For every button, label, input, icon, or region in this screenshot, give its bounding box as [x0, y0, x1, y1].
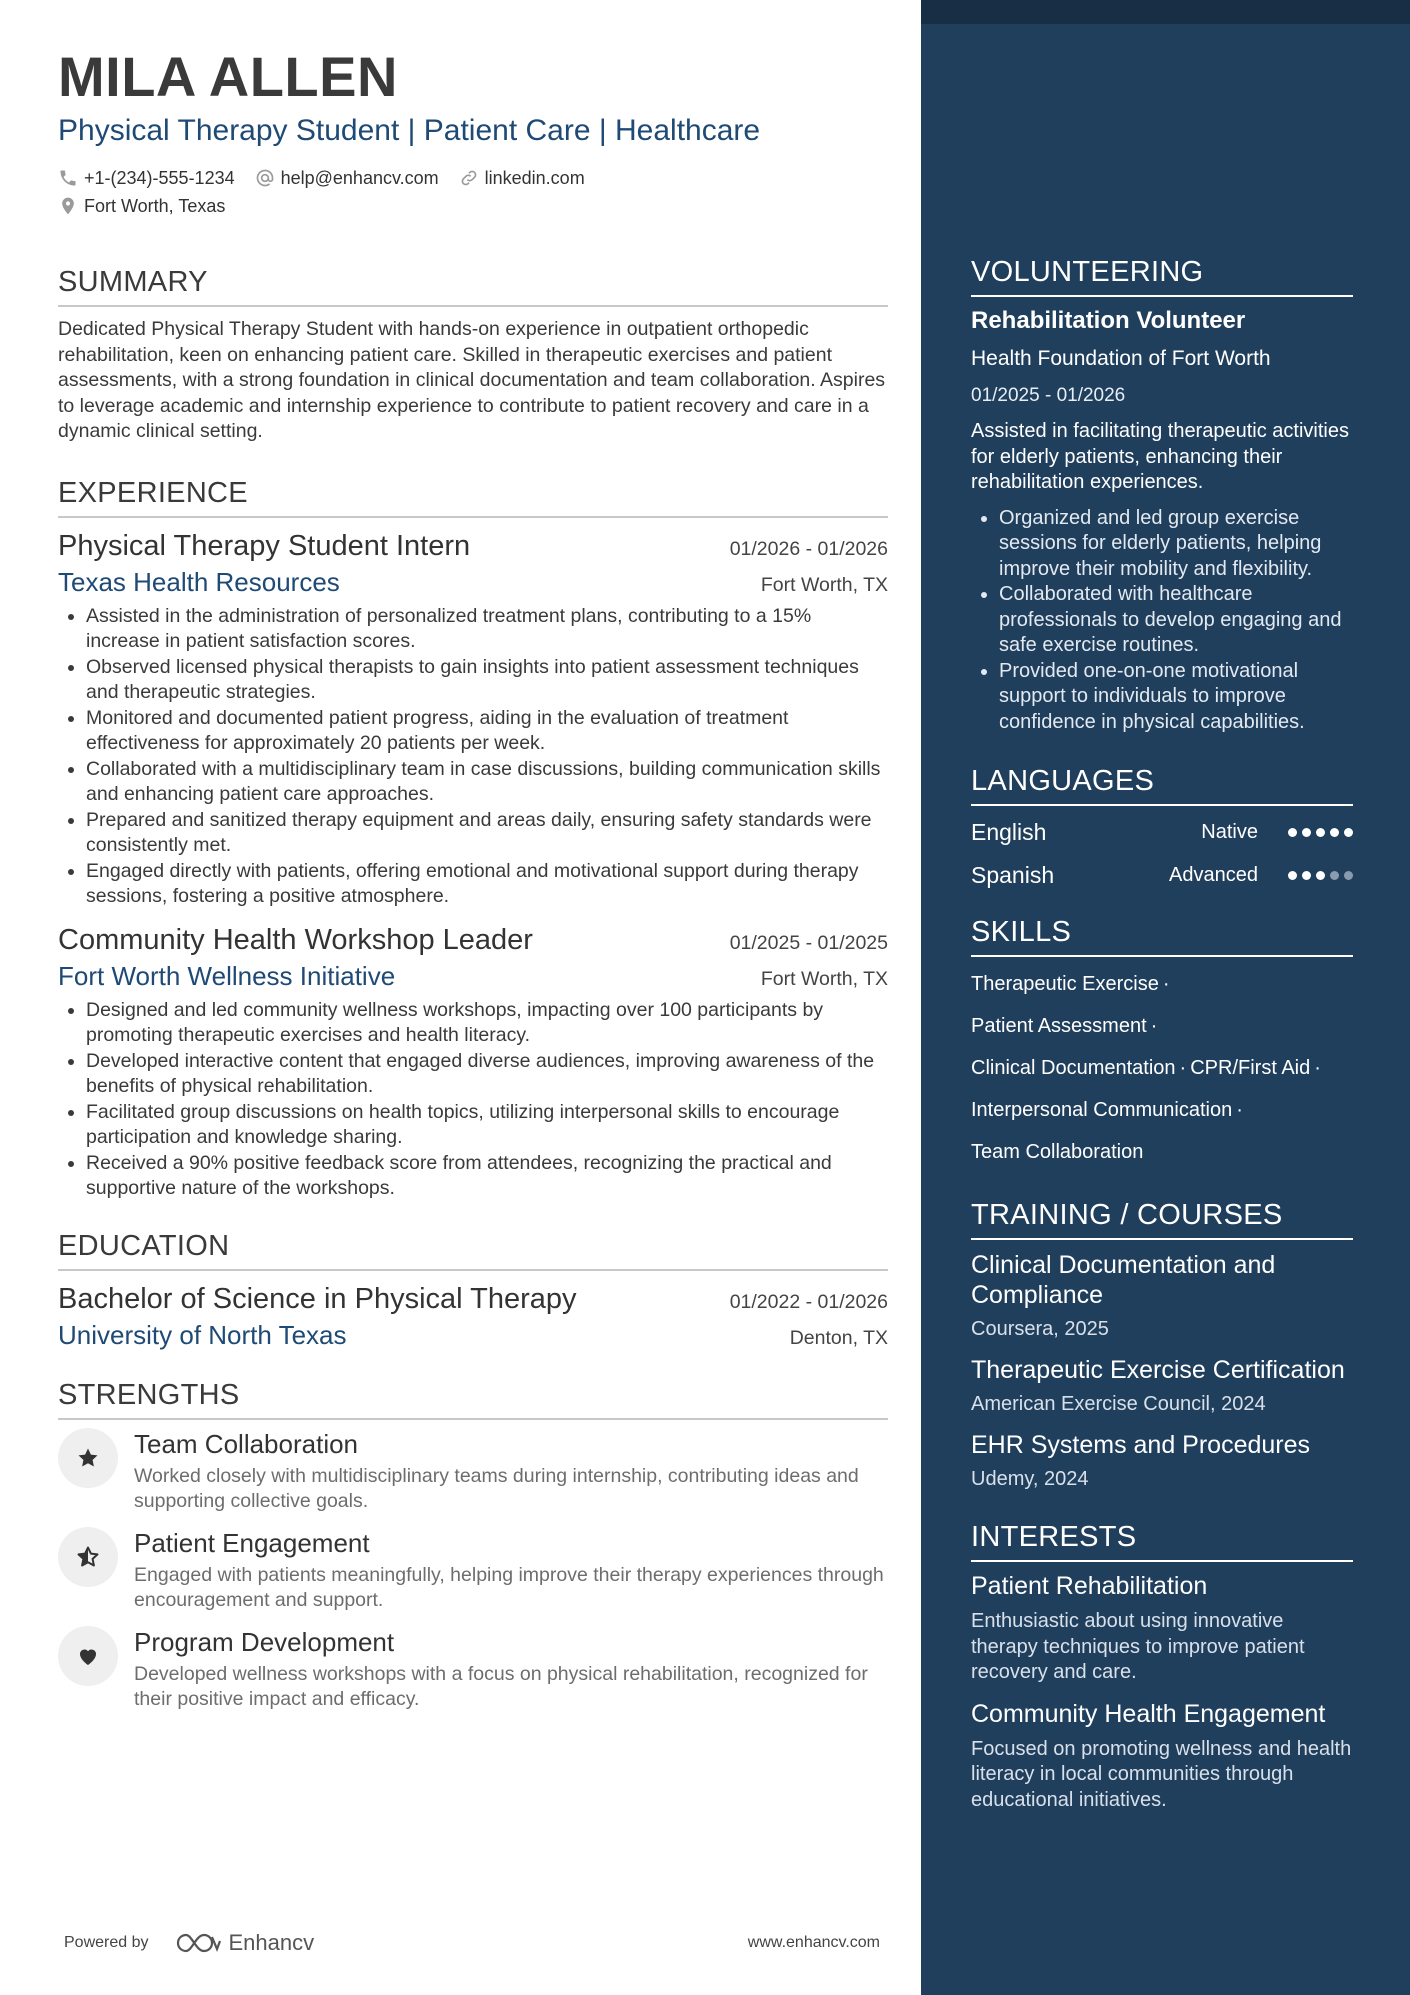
- sidebar-top-band: [921, 0, 1410, 24]
- headline: Physical Therapy Student | Patient Care | Healthcare: [58, 114, 761, 147]
- skill-item: Team Collaboration: [971, 1141, 1144, 1163]
- phone[interactable]: [58, 164, 235, 192]
- course-title: Clinical Documentation and Compliance: [971, 1251, 1276, 1309]
- interest-title: Patient Rehabilitation: [971, 1572, 1208, 1600]
- summary-section: [58, 266, 888, 445]
- volunteering-section: [971, 256, 1353, 735]
- volunteer-bullet: • Organized and led group exercise sessions for elderly patients, helping improve their mobility and flexibility.: [999, 506, 1353, 583]
- skill-item: Interpersonal Communication: [971, 1099, 1233, 1121]
- rating-dot-filled: [1316, 828, 1325, 837]
- main-column: [58, 44, 888, 1713]
- rating-dot-filled: [1288, 828, 1297, 837]
- enhancv-logo[interactable]: [175, 1930, 315, 1956]
- language-item: [971, 816, 1353, 849]
- skills-list: [971, 963, 1353, 1173]
- rating-dot-filled: [1344, 828, 1353, 837]
- sidebar-content: [971, 256, 1353, 1813]
- language-name: Spanish: [971, 862, 1055, 888]
- volunteer-bullets: [971, 506, 1353, 736]
- job-bullet: • Assisted in the administration of personalized treatment plans, contributing to a 15% increase in patient satisfaction scores.: [86, 604, 888, 655]
- skills-title: SKILLS: [971, 916, 1353, 957]
- job-location: Fort Worth, TX: [760, 573, 888, 596]
- rating-dot-empty: [1330, 871, 1339, 880]
- linkedin-text: linkedin.com: [484, 168, 585, 188]
- skills-row: [971, 963, 1353, 1005]
- volunteer-date: 01/2025 - 01/2026: [971, 385, 1126, 406]
- star-icon: [58, 1428, 118, 1488]
- skills-row: [971, 1005, 1353, 1047]
- footer: [64, 1930, 880, 1956]
- contact-info: [58, 164, 888, 220]
- skill-separator: ·: [1314, 1057, 1321, 1079]
- language-rating: [1288, 871, 1353, 880]
- language-name: English: [971, 819, 1047, 845]
- job-entry: [58, 530, 888, 910]
- education-date: 01/2022 - 01/2026: [729, 1290, 888, 1313]
- footer-url[interactable]: www.enhancv.com: [747, 1934, 880, 1951]
- job-bullets: [58, 604, 888, 910]
- skills-row: [971, 1047, 1353, 1089]
- summary-text: Dedicated Physical Therapy Student with hands-on experience in outpatient orthopedic rehabilitation, keen on enhancing patient care. Skilled in therapeutic exercises and patient assessments, with a strong foundation in clinical documentation and team collaboration. Aspires to leverage academic and internship experience to contribute to patient recovery and care in a dynamic clinical setting.: [58, 318, 886, 442]
- strength-item: [58, 1626, 888, 1713]
- experience-section: [58, 477, 888, 1202]
- enhancv-logo-icon: [175, 1931, 221, 1955]
- skill-separator: ·: [1162, 973, 1170, 995]
- job-location: Fort Worth, TX: [760, 967, 888, 990]
- strength-item: [58, 1428, 888, 1515]
- job-bullet: • Facilitated group discussions on health topics, utilizing interpersonal skills to encourage participation and knowledge sharing.: [86, 1100, 888, 1151]
- language-level: Native: [1201, 821, 1258, 843]
- link-icon: [459, 168, 479, 188]
- interests-title: INTERESTS: [971, 1521, 1353, 1562]
- degree: Bachelor of Science in Physical Therapy: [58, 1282, 577, 1315]
- skills-row: [971, 1089, 1353, 1131]
- volunteering-title: VOLUNTEERING: [971, 256, 1353, 297]
- rating-dot-filled: [1330, 828, 1339, 837]
- job-bullet: • Collaborated with a multidisciplinary team in case discussions, building communication skills and enhancing patient care approaches.: [86, 757, 888, 808]
- strength-title: Patient Engagement: [134, 1527, 370, 1558]
- summary-title: SUMMARY: [58, 266, 888, 307]
- education-location: Denton, TX: [789, 1326, 888, 1349]
- job-entry: [58, 924, 888, 1202]
- heart-icon: [58, 1626, 118, 1686]
- job-company: Texas Health Resources: [58, 566, 340, 597]
- skill-item: CPR/First Aid: [1190, 1057, 1311, 1079]
- powered-by-label: Powered by: [64, 1934, 149, 1951]
- languages-title: LANGUAGES: [971, 765, 1353, 806]
- volunteer-org: Health Foundation of Fort Worth: [971, 347, 1271, 370]
- candidate-name: MILA ALLEN: [58, 45, 398, 108]
- linkedin[interactable]: [459, 164, 585, 192]
- school: University of North Texas: [58, 1319, 347, 1350]
- at-icon: [255, 168, 275, 188]
- email[interactable]: [255, 164, 439, 192]
- course-provider: Coursera, 2025: [971, 1318, 1109, 1340]
- job-title: Community Health Workshop Leader: [58, 923, 533, 956]
- education-title: EDUCATION: [58, 1230, 888, 1271]
- training-section: [971, 1199, 1353, 1491]
- course-provider: Udemy, 2024: [971, 1468, 1089, 1490]
- course-title: Therapeutic Exercise Certification: [971, 1356, 1345, 1384]
- strength-desc: Engaged with patients meaningfully, helping improve their therapy experiences through encouragement and support.: [134, 1563, 884, 1611]
- interests-section: [971, 1521, 1353, 1813]
- location: [58, 192, 225, 220]
- job-bullet: • Designed and led community wellness workshops, impacting over 100 participants by promoting therapeutic exercises and health literacy.: [86, 998, 888, 1049]
- interest-title: Community Health Engagement: [971, 1699, 1326, 1728]
- job-bullet: • Developed interactive content that engaged diverse audiences, improving awareness of the benefits of physical rehabilitation.: [86, 1049, 888, 1100]
- email-text: help@enhancv.com: [280, 168, 439, 188]
- skill-separator: ·: [1179, 1057, 1187, 1079]
- skill-item: Therapeutic Exercise: [971, 973, 1159, 995]
- job-bullet: • Observed licensed physical therapists to gain insights into patient assessment techniques and therapeutic strategies.: [86, 655, 888, 706]
- strength-title: Program Development: [134, 1626, 395, 1657]
- job-date: 01/2026 - 01/2026: [729, 537, 888, 560]
- skill-item: Clinical Documentation: [971, 1057, 1176, 1079]
- phone-text: +1-(234)-555-1234: [84, 168, 235, 188]
- education-section: [58, 1230, 888, 1351]
- rating-dot-filled: [1302, 828, 1311, 837]
- interest-desc: Focused on promoting wellness and health literacy in local communities through educational initiatives.: [971, 1737, 1352, 1811]
- job-bullet: • Engaged directly with patients, offering emotional and motivational support during therapy sessions, fostering a positive atmosphere.: [86, 859, 888, 910]
- job-bullets: [58, 998, 888, 1202]
- course-title: EHR Systems and Procedures: [971, 1431, 1311, 1459]
- volunteer-role: Rehabilitation Volunteer: [971, 307, 1246, 334]
- volunteer-bullet: • Collaborated with healthcare professionals to develop engaging and safe exercise routines.: [999, 582, 1353, 659]
- strength-item: [58, 1527, 888, 1614]
- skills-row: [971, 1131, 1353, 1173]
- language-item: [971, 859, 1353, 892]
- job-bullet: • Received a 90% positive feedback score from attendees, recognizing the practical and supportive nature of the workshops.: [86, 1151, 888, 1202]
- job-bullet: • Monitored and documented patient progress, aiding in the evaluation of treatment effectiveness for approximately 20 patients per week.: [86, 706, 888, 757]
- language-level: Advanced: [1169, 864, 1258, 886]
- skill-separator: ·: [1150, 1015, 1158, 1037]
- course-provider: American Exercise Council, 2024: [971, 1393, 1266, 1415]
- skills-section: [971, 916, 1353, 1173]
- training-title: TRAINING / COURSES: [971, 1199, 1353, 1240]
- volunteer-desc: Assisted in facilitating therapeutic activities for elderly patients, enhancing their rehabilitation experiences.: [971, 420, 1349, 493]
- volunteer-bullet: • Provided one-on-one motivational support to individuals to improve confidence in physical capabilities.: [999, 659, 1353, 736]
- skill-item: Patient Assessment: [971, 1015, 1147, 1037]
- skill-separator: ·: [1236, 1099, 1243, 1121]
- rating-dot-filled: [1288, 871, 1297, 880]
- languages-section: [971, 765, 1353, 892]
- star-half-icon: [58, 1527, 118, 1587]
- rating-dot-empty: [1344, 871, 1353, 880]
- rating-dot-filled: [1302, 871, 1311, 880]
- strength-desc: Worked closely with multidisciplinary teams during internship, contributing ideas and supporting collective goals.: [134, 1464, 859, 1512]
- location-pin-icon: [58, 196, 78, 216]
- job-title: Physical Therapy Student Intern: [58, 529, 471, 562]
- job-date: 01/2025 - 01/2025: [729, 931, 888, 954]
- strengths-section: [58, 1379, 888, 1713]
- strength-desc: Developed wellness workshops with a focus on physical rehabilitation, recognized for their positive impact and efficacy.: [134, 1662, 868, 1710]
- interest-desc: Enthusiastic about using innovative therapy techniques to improve patient recovery and care.: [971, 1610, 1305, 1683]
- location-text: Fort Worth, Texas: [84, 196, 226, 216]
- strengths-title: STRENGTHS: [58, 1379, 888, 1420]
- language-rating: [1288, 828, 1353, 837]
- strength-title: Team Collaboration: [134, 1428, 359, 1459]
- brand-name: Enhancv: [228, 1930, 315, 1955]
- job-bullet: • Prepared and sanitized therapy equipment and areas daily, ensuring safety standards were consistently met.: [86, 808, 888, 859]
- experience-title: EXPERIENCE: [58, 477, 888, 518]
- job-company: Fort Worth Wellness Initiative: [58, 960, 396, 991]
- phone-icon: [58, 168, 78, 188]
- rating-dot-filled: [1316, 871, 1325, 880]
- sidebar: [921, 0, 1410, 1995]
